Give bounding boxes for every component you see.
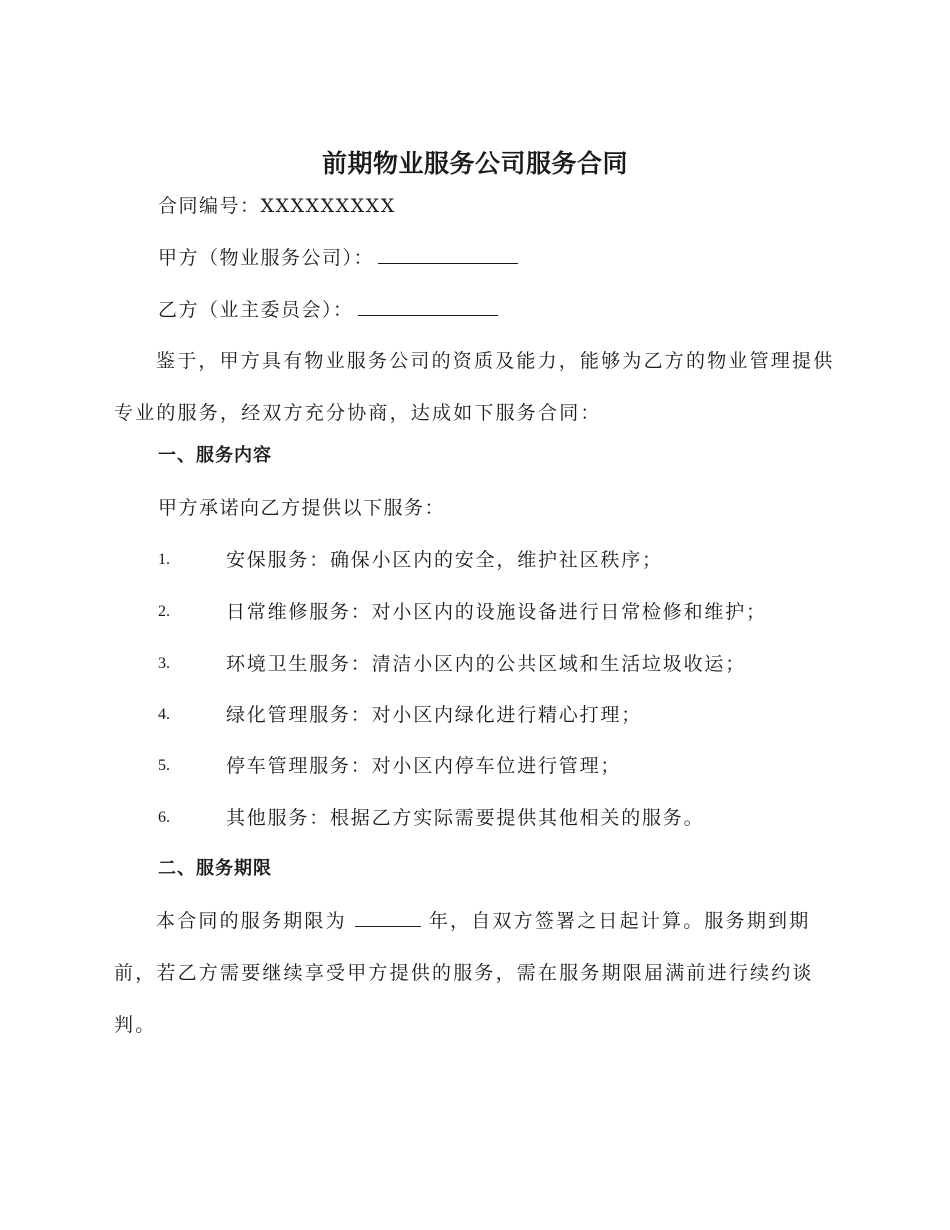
section1-intro: 甲方承诺向乙方提供以下服务： <box>158 497 446 519</box>
list-item-number: 1. <box>158 551 170 568</box>
list-item-number: 6. <box>158 809 170 826</box>
document-title: 前期物业服务公司服务合同 <box>321 149 628 178</box>
party-a-blank <box>378 243 518 264</box>
list-item-number: 3. <box>158 655 170 672</box>
party-a-label: 甲方（物业服务公司）： <box>158 247 375 269</box>
section2-heading: 二、服务期限 <box>158 858 272 879</box>
party-b-label: 乙方（业主委员会）： <box>158 299 354 321</box>
term-years-blank <box>355 906 421 927</box>
list-item-text: 环境卫生服务：清洁小区内的公共区域和生活垃圾收运； <box>226 653 747 675</box>
section1-heading: 一、服务内容 <box>158 445 272 466</box>
contract-number: 合同编号：XXXXXXXXX <box>158 195 396 217</box>
term-text-after: 年，自双方签署之日起计算。服务期到期前，若乙方需要继续享受甲方提供的服务，需在服务期限届满前进行续约谈判。 <box>114 910 814 1036</box>
list-item-text: 绿化管理服务：对小区内绿化进行精心打理； <box>226 704 643 726</box>
term-paragraph <box>114 895 836 1051</box>
list-item-text: 安保服务：确保小区内的安全，维护社区秩序； <box>226 549 663 571</box>
party-a-line <box>158 243 518 273</box>
list-item-number: 4. <box>158 706 170 723</box>
list-item-text: 其他服务：根据乙方实际需要提供其他相关的服务。 <box>226 807 705 829</box>
party-b-line <box>158 295 498 325</box>
list-item-number: 2. <box>158 603 170 620</box>
term-text-before: 本合同的服务期限为 <box>156 910 347 932</box>
preamble-paragraph: 鉴于，甲方具有物业服务公司的资质及能力，能够为乙方的物业管理提供专业的服务，经双方充分协商，达成如下服务合同： <box>114 350 835 424</box>
list-item-number: 5. <box>158 757 170 774</box>
list-item-text: 日常维修服务：对小区内的设施设备进行日常检修和维护； <box>226 601 767 623</box>
party-b-blank <box>358 295 498 316</box>
list-item-text: 停车管理服务：对小区内停车位进行管理； <box>226 755 622 777</box>
